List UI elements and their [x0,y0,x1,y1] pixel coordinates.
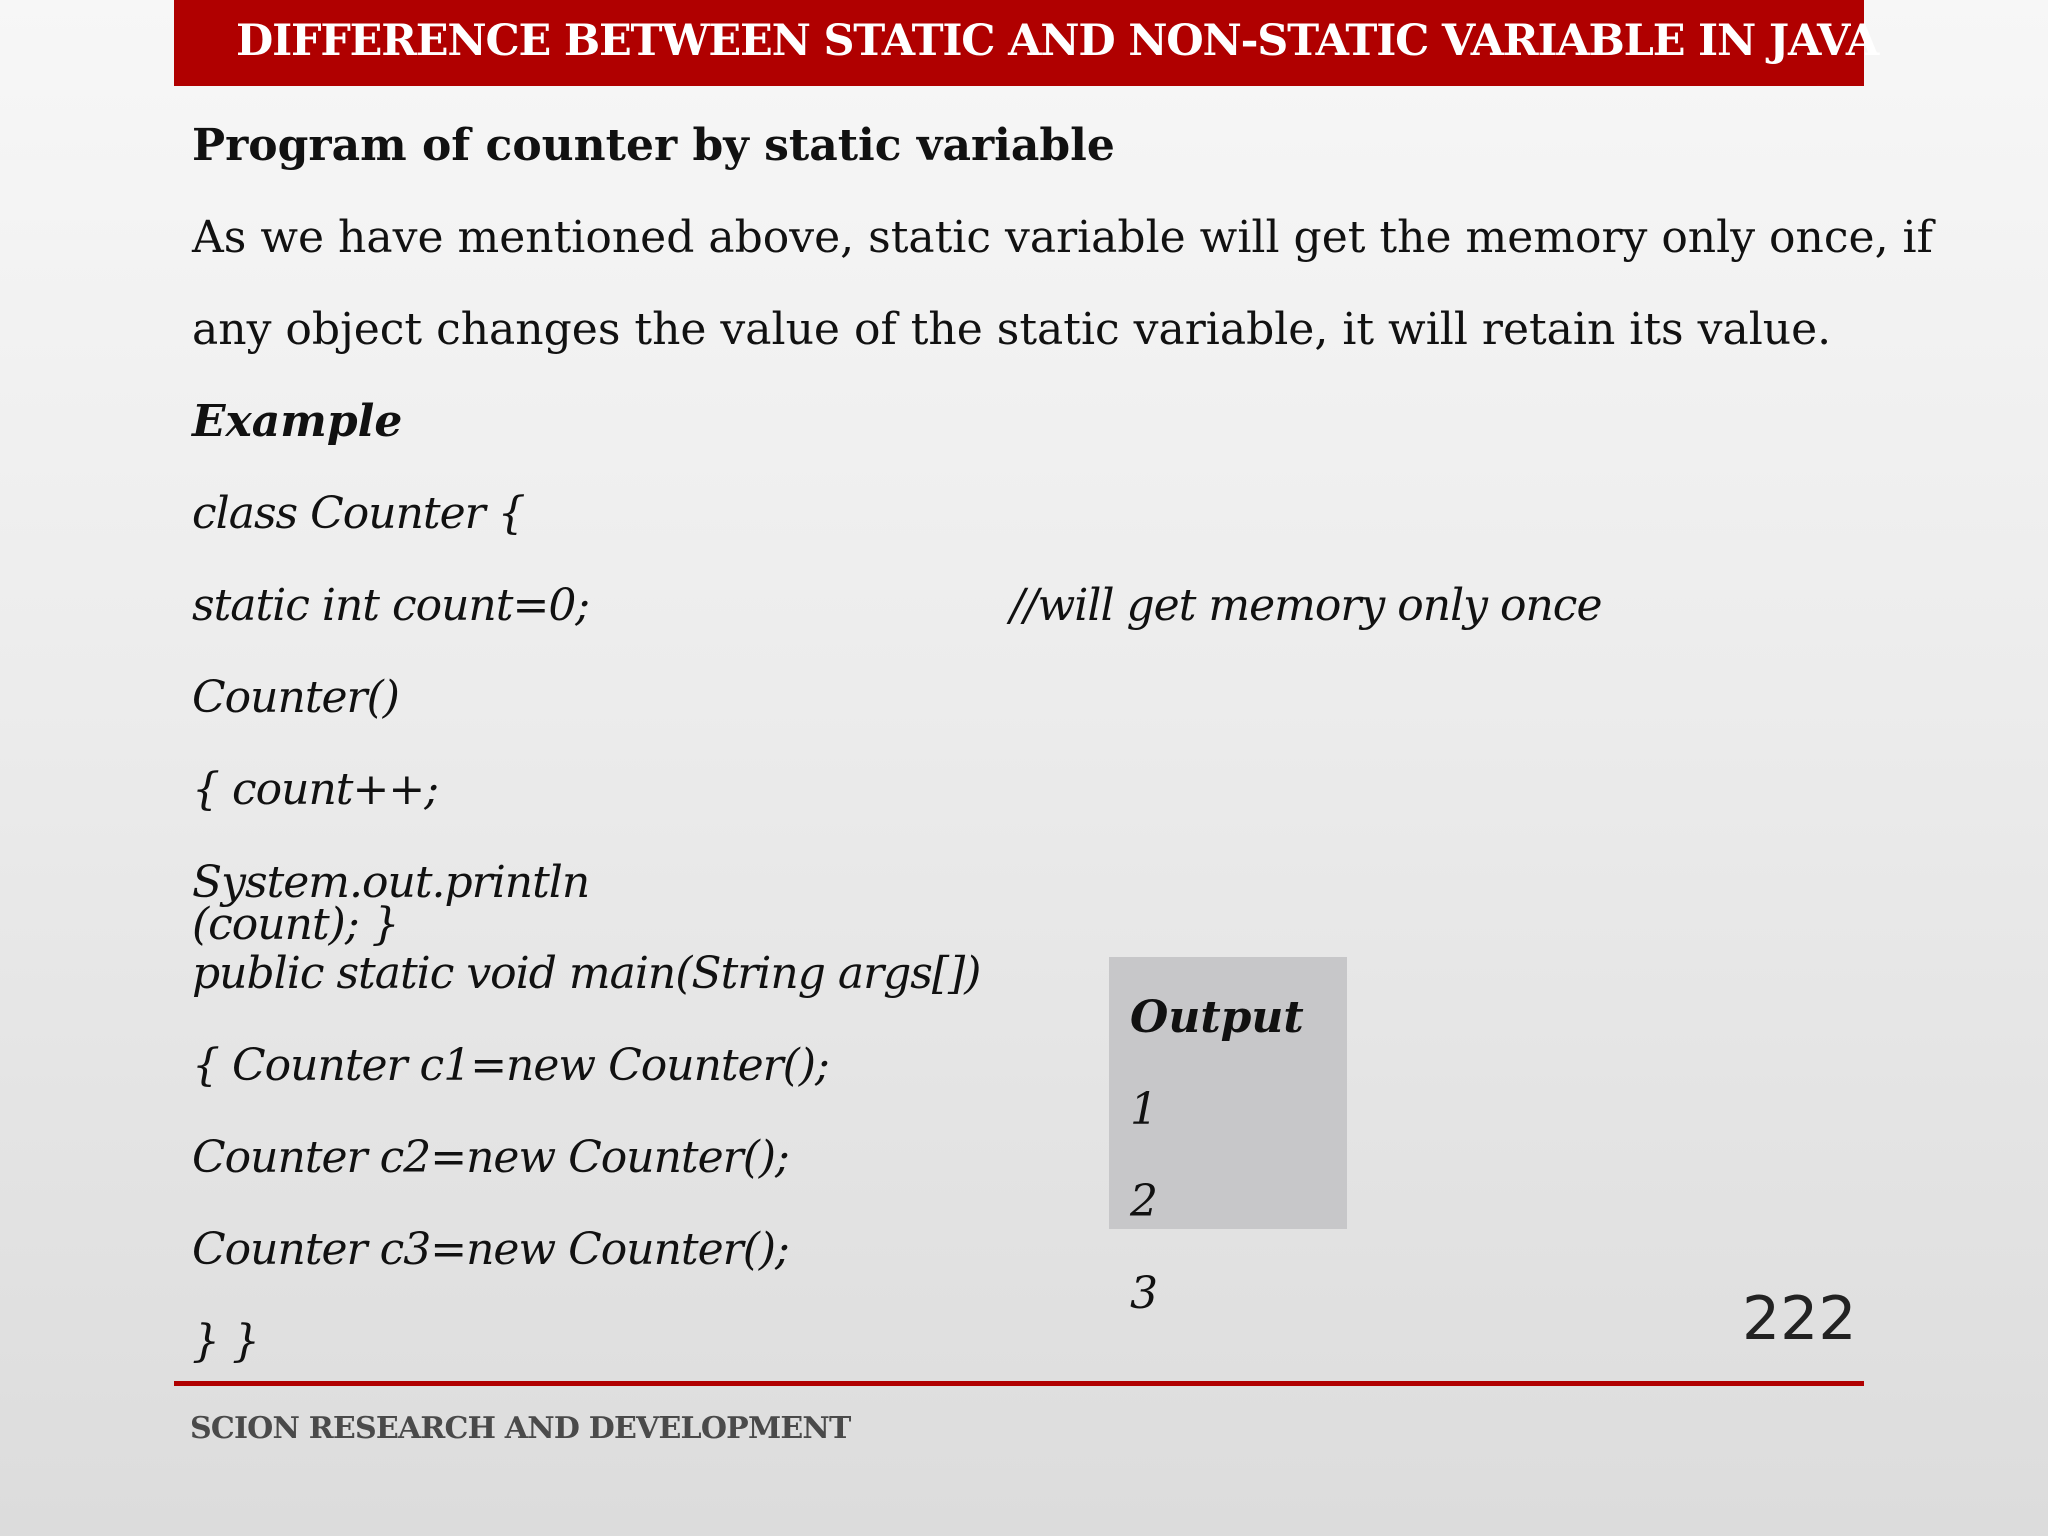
code-line-c3: Counter c3=new Counter(); [192,1224,789,1275]
slide-title: DIFFERENCE BETWEEN STATIC AND NON-STATIC VARIABLE IN JAVA [236,16,1879,66]
output-value-3: 3 [1130,1268,1158,1319]
code-line-println: System.out.println (count); } [192,857,590,950]
code-line-constructor: Counter() [192,672,399,723]
paragraph-line-2: any object changes the value of the static variable, it will retain its value. [192,304,1832,355]
section-heading: Program of counter by static variable [192,120,1115,171]
paragraph-line-1: As we have mentioned above, static variable will get the memory only once, if [192,212,1933,263]
title-bar [174,0,1879,86]
code-line-c2: Counter c2=new Counter(); [192,1132,789,1183]
code-line-class: class Counter { [192,488,525,539]
output-value-1: 1 [1130,1084,1158,1135]
example-label: Example [192,396,403,447]
code-line-increment: { count++; [192,764,439,815]
page-number: 222 [1742,1284,1857,1354]
code-line-closing: } } [192,1316,259,1367]
code-comment: //will get memory only once [1010,580,1602,631]
code-line-c1: { Counter c1=new Counter(); [192,1040,829,1091]
footer-text: SCION RESEARCH AND DEVELOPMENT [190,1411,851,1446]
output-label: Output [1130,992,1304,1043]
code-line-static-count: static int count=0; [192,580,590,631]
code-line-main: public static void main(String args[]) [192,948,981,999]
output-value-2: 2 [1130,1176,1158,1227]
footer-divider [174,1381,1864,1386]
